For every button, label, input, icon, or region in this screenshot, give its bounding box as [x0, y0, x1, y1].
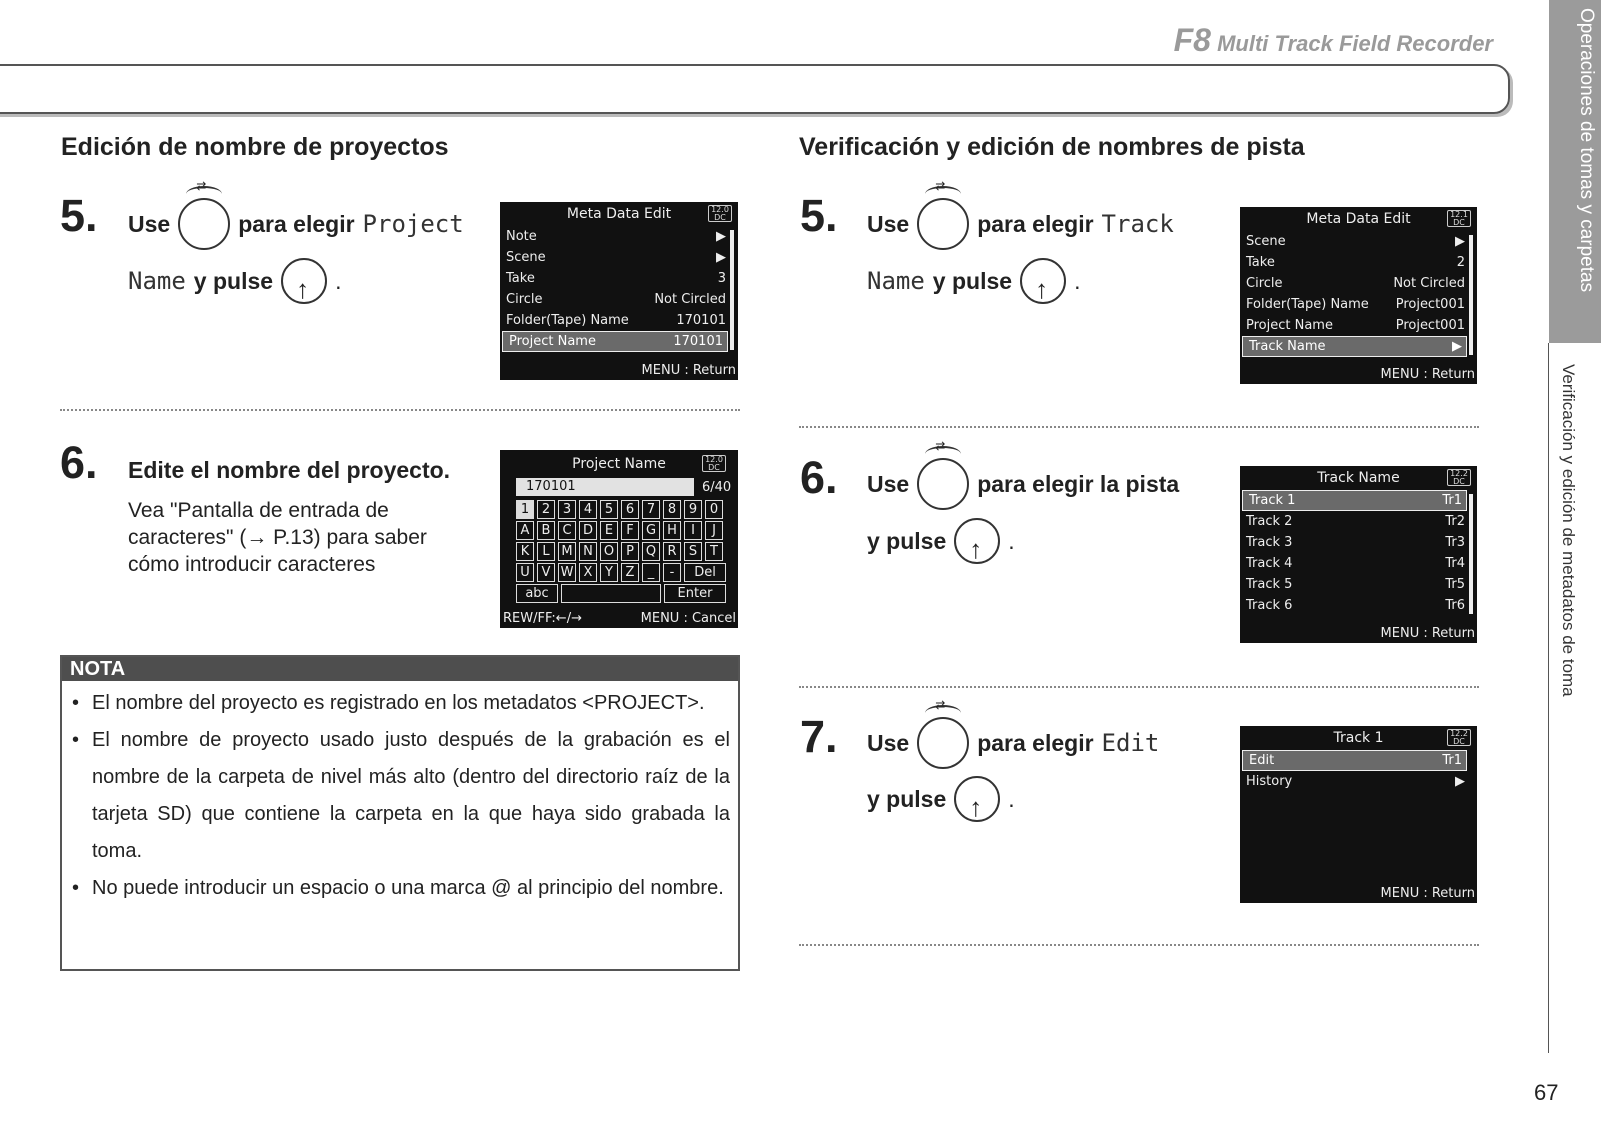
list-item: Track 2 Tr2	[1246, 514, 1465, 529]
left-step5-line2	[128, 258, 341, 304]
scrollbar	[1469, 235, 1473, 355]
screen-footer: MENU : Return	[1380, 626, 1475, 641]
keyboard-row-bottom: abc Enter	[516, 584, 732, 603]
screen-title: Track 1 12.2 DC	[1240, 726, 1477, 750]
press-label: y pulse	[193, 267, 274, 294]
dotted-divider	[60, 409, 740, 411]
dotted-divider	[799, 426, 1479, 428]
use-label: Use	[128, 210, 171, 237]
dotted-divider	[799, 686, 1479, 688]
screen-footer: MENU : Return	[1380, 886, 1475, 901]
dotted-divider	[799, 944, 1479, 946]
keyboard-row-u-del: U V W X Y Z _ - Del	[516, 563, 732, 582]
list-item: Project Name Project001	[1246, 318, 1465, 333]
press-dial-icon: ↑	[954, 518, 1000, 564]
list-item-selected: Edit Tr1	[1242, 750, 1467, 771]
side-subsection-label: Verificación y edición de metadatos de toma	[1559, 364, 1578, 697]
side-divider	[1548, 343, 1549, 1053]
note-item: • El nombre de proyecto usado justo después de la grabación es el nombre de la carpeta de nivel más alto (dentro del directorio raíz de la tarjeta SD) que contiene la carpeta en la que haya sido grabada la toma.	[70, 722, 730, 870]
list-item: Take 2	[1246, 255, 1465, 270]
list-item: Track 5 Tr5	[1246, 577, 1465, 592]
list-item-selected: Track Name ▶	[1242, 336, 1467, 357]
right-step6-line1: Use ⇄ para elegir la pista	[867, 458, 1179, 510]
left-step6-body: Vea "Pantalla de entrada de caracteres" (→ P.13) para saber cómo introducir caracteres	[128, 499, 427, 576]
list-item: Track 6 Tr6	[1246, 598, 1465, 613]
left-section-title: Edición de nombre de proyectos	[61, 133, 449, 161]
right-step6-line2: y pulse ↑ .	[867, 518, 1015, 564]
note-title: NOTA	[62, 657, 738, 681]
press-dial-icon: ↑	[1020, 258, 1066, 304]
right-step7-line2: y pulse ↑ .	[867, 776, 1015, 822]
right-screen-track-name	[1240, 466, 1477, 643]
scrollbar	[730, 230, 734, 350]
screen-footer: MENU : Return	[1380, 367, 1475, 382]
screen-footer: MENU : Cancel	[640, 611, 736, 626]
right-section-title: Verificación y edición de nombres de pista	[799, 133, 1305, 161]
screen-title: Track Name 12.2 DC	[1240, 466, 1477, 490]
left-step5-number: 5.	[60, 190, 98, 241]
screen-footer: MENU : Return	[641, 363, 736, 378]
dial-knob-icon	[178, 198, 230, 250]
right-step7-number: 7.	[800, 711, 838, 762]
note-item: • El nombre del proyecto es registrado en los metadatos <PROJECT>.	[70, 685, 730, 722]
character-counter: 6/40	[702, 479, 732, 495]
list-item: Take 3	[506, 271, 726, 286]
left-step6-number: 6.	[60, 437, 98, 488]
battery-icon: 12.0 DC	[702, 455, 726, 472]
left-screen-meta-data-edit	[500, 202, 738, 380]
document-header-title	[1174, 22, 1493, 59]
right-step7-line1: Use ⇄ para elegir Edit	[867, 717, 1159, 769]
battery-icon: 12.0 DC	[708, 205, 732, 222]
battery-icon: 12.2 DC	[1447, 469, 1471, 486]
list-item: Folder(Tape) Name Project001	[1246, 297, 1465, 312]
header-bar	[0, 64, 1510, 114]
keyboard-row-a-j: A B C D E F G H I J	[516, 521, 732, 540]
screen-title: Meta Data Edit 12.0 DC	[500, 202, 738, 226]
left-screen-keyboard	[500, 450, 738, 628]
model-name: F8	[1173, 22, 1211, 58]
side-tab-label: Operaciones de tomas y carpetas	[1576, 8, 1597, 293]
text-entry-field: 170101	[516, 478, 694, 496]
list-item: Scene ▶	[1246, 234, 1465, 249]
choose-label: para elegir	[238, 210, 355, 237]
screen-title: Project Name 12.0 DC	[506, 452, 732, 476]
list-item: History ▶	[1246, 774, 1465, 789]
product-subtitle: Multi Track Field Recorder	[1217, 31, 1493, 56]
list-item: Track 4 Tr4	[1246, 556, 1465, 571]
screen-footer-left: REW/FF:←/→	[503, 611, 582, 626]
note-list	[62, 681, 738, 907]
battery-icon: 12.1 DC	[1447, 210, 1471, 227]
note-box	[60, 655, 740, 971]
screen-title: Meta Data Edit 12.1 DC	[1240, 207, 1477, 231]
note-item: • No puede introducir un espacio o una marca @ al principio del nombre.	[70, 870, 730, 907]
list-item-selected: Track 1 Tr1	[1242, 490, 1467, 511]
list-item: Circle Not Circled	[506, 292, 726, 307]
dial-knob-icon	[917, 717, 969, 769]
press-dial-icon: ↑	[954, 776, 1000, 822]
list-item: Folder(Tape) Name 170101	[506, 313, 726, 328]
list-item-selected: Project Name 170101	[502, 331, 728, 352]
scrollbar	[1469, 494, 1473, 614]
list-item: Scene ▶	[506, 250, 726, 265]
menu-item-code: Edit	[1101, 729, 1160, 757]
keyboard-row-digits: 1 2 3 4 5 6 7 8 9 0	[516, 500, 732, 519]
left-step6-title: Edite el nombre del proyecto.	[128, 457, 451, 483]
right-step5-line2: Name y pulse ↑ .	[867, 258, 1080, 304]
dial-knob-icon	[917, 458, 969, 510]
battery-icon: 12.2 DC	[1447, 729, 1471, 746]
keyboard-row-k-t: K L M N O P Q R S T	[516, 542, 732, 561]
menu-item-code: Name	[867, 267, 925, 295]
menu-item-code: Name	[128, 267, 186, 295]
right-screen-track-1	[1240, 726, 1477, 903]
menu-item-code: Track	[1101, 210, 1174, 238]
menu-item-code: Project	[362, 210, 464, 238]
dial-knob-icon	[917, 198, 969, 250]
list-item: Note ▶	[506, 229, 726, 244]
right-step5-number: 5.	[800, 190, 838, 241]
list-item: Circle Not Circled	[1246, 276, 1465, 291]
list-item: Track 3 Tr3	[1246, 535, 1465, 550]
left-step5-line1	[128, 198, 464, 250]
right-step5-line1: Use ⇄ para elegir Track	[867, 198, 1174, 250]
period: .	[335, 267, 342, 294]
page-number: 67	[1534, 1080, 1559, 1105]
press-dial-icon: ↑	[281, 258, 327, 304]
right-screen-meta-data-edit	[1240, 207, 1477, 384]
right-step6-number: 6.	[800, 452, 838, 503]
